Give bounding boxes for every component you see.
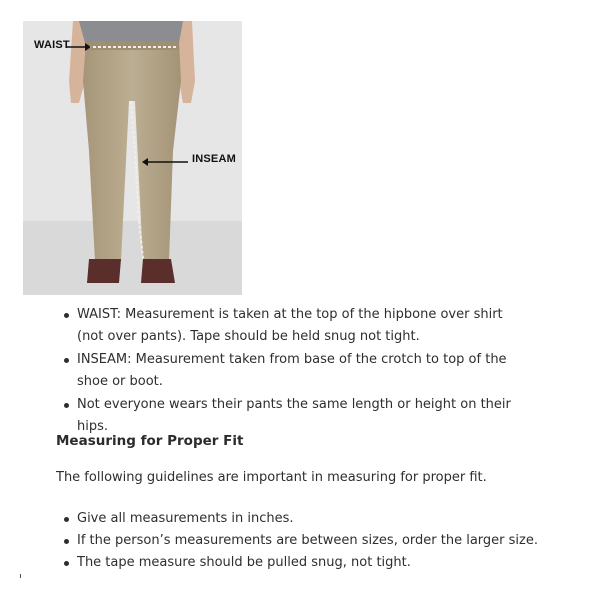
section-intro: The following guidelines are important in measuring for proper fit.	[56, 470, 487, 485]
list-item: The tape measure should be pulled snug, not tight.	[60, 552, 540, 574]
list-item: Not everyone wears their pants the same length or height on their hips.	[60, 394, 530, 438]
guidelines-list	[60, 508, 540, 574]
section-heading: Measuring for Proper Fit	[56, 433, 244, 449]
list-item: Give all measurements in inches.	[60, 508, 540, 530]
fit-notes-list	[60, 304, 530, 439]
floor-shade	[23, 221, 242, 295]
stray-mark	[20, 574, 21, 578]
inseam-label: INSEAM	[192, 153, 236, 165]
list-item: WAIST: Measurement is taken at the top of the hipbone over shirt (not over pants). Tape should be held snug not tight.	[60, 304, 530, 348]
list-item: If the person’s measurements are between sizes, order the larger size.	[60, 530, 540, 552]
waist-label: WAIST	[34, 39, 70, 51]
list-item: INSEAM: Measurement taken from base of the crotch to top of the shoe or boot.	[60, 349, 530, 393]
shirt	[79, 21, 183, 43]
waistband	[86, 41, 179, 50]
left-shoe	[87, 259, 121, 283]
right-shoe	[141, 259, 175, 283]
